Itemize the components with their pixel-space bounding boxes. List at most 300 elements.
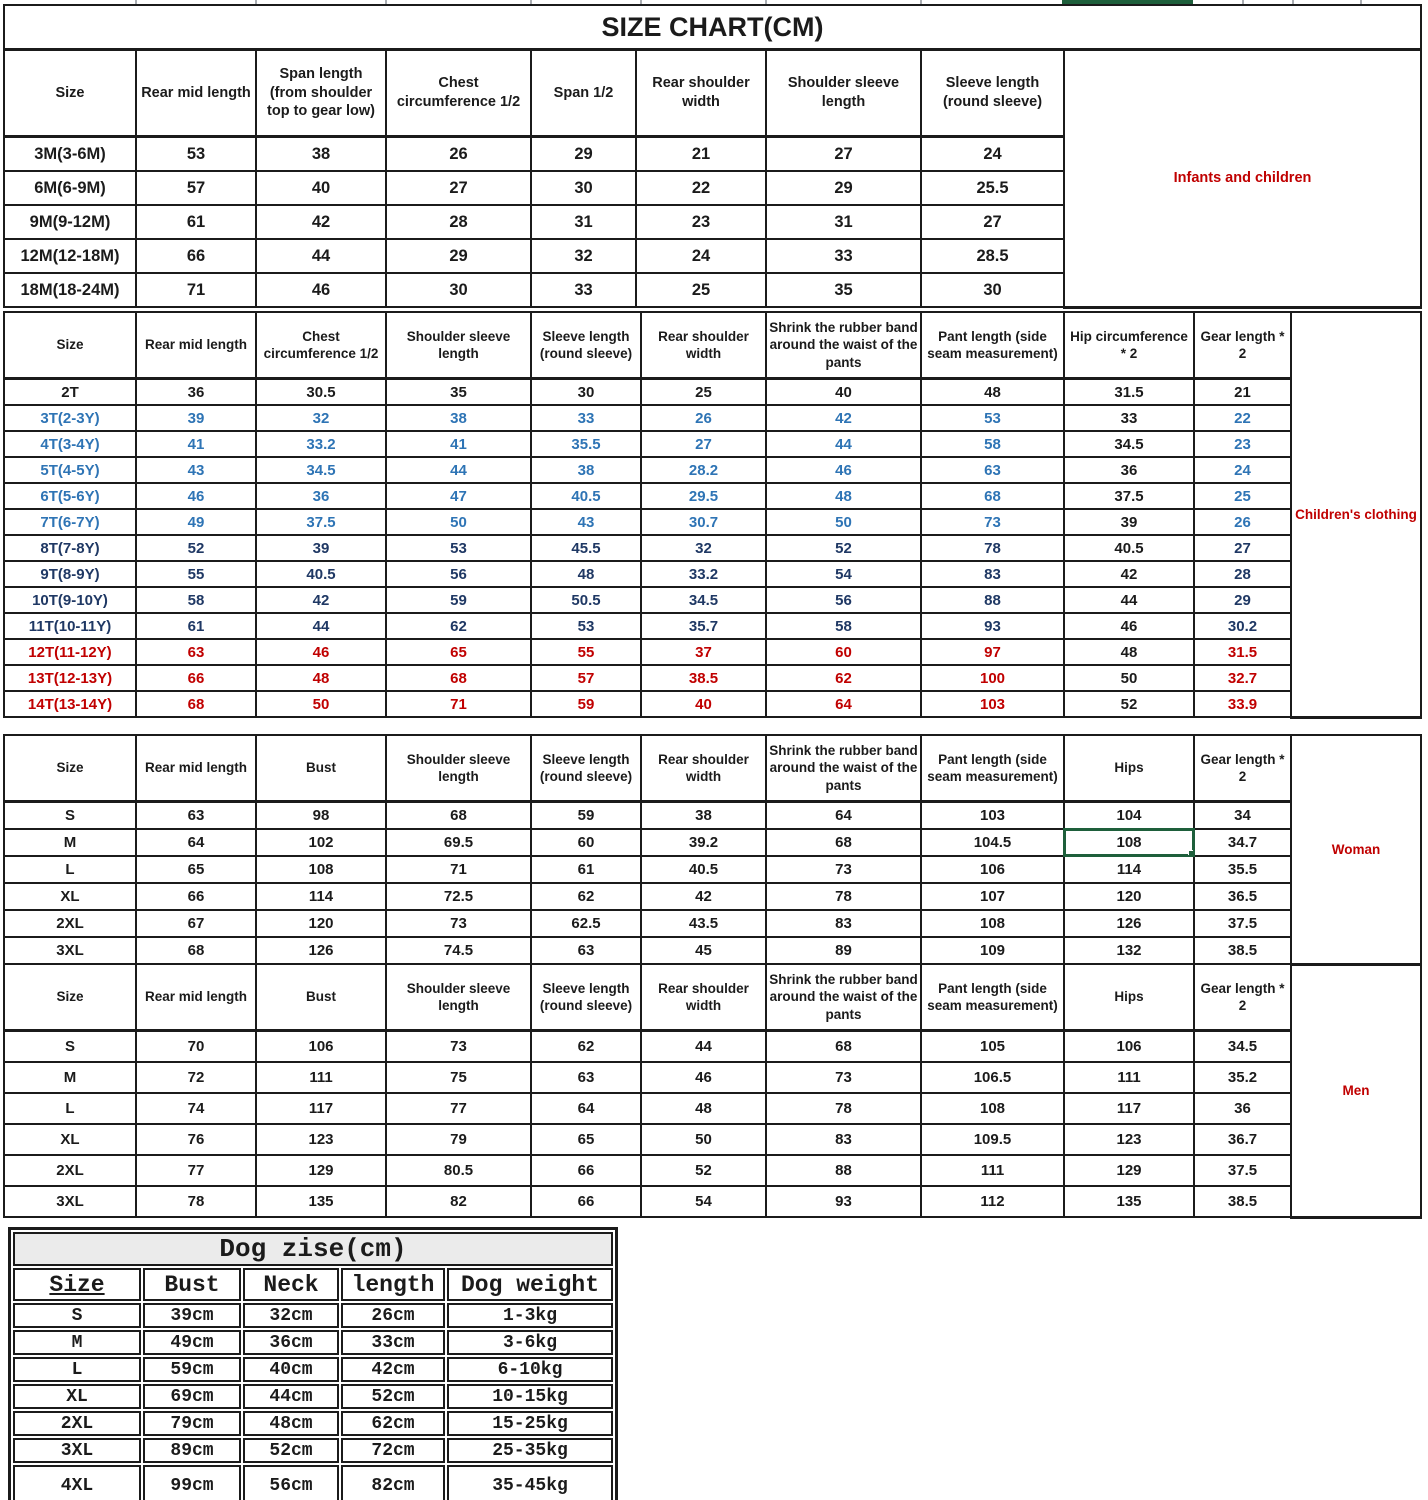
size-cell: 111 <box>921 1155 1064 1186</box>
size-cell: 30 <box>531 379 641 406</box>
size-cell: 29.5 <box>641 483 766 509</box>
size-cell: 114 <box>1064 856 1194 883</box>
size-cell: 62 <box>531 883 641 910</box>
size-cell: 46 <box>136 483 256 509</box>
size-cell: 25 <box>641 379 766 406</box>
size-cell: 3XL <box>4 937 136 964</box>
size-cell: 117 <box>1064 1093 1194 1124</box>
size-cell: 35 <box>766 273 921 307</box>
size-cell: 71 <box>136 273 256 307</box>
size-cell: 27 <box>1194 535 1291 561</box>
size-cell: 57 <box>136 171 256 205</box>
size-cell: 37 <box>641 639 766 665</box>
size-cell: 10T(9-10Y) <box>4 587 136 613</box>
size-cell: 40 <box>256 171 386 205</box>
size-cell: 30 <box>386 273 531 307</box>
size-cell: 46 <box>766 457 921 483</box>
size-cell: 52 <box>641 1155 766 1186</box>
size-cell: 65 <box>136 856 256 883</box>
size-cell: 61 <box>136 205 256 239</box>
size-cell: 45.5 <box>531 535 641 561</box>
size-cell: 135 <box>256 1186 386 1217</box>
size-cell: 42 <box>641 883 766 910</box>
table-row <box>4 639 1421 665</box>
size-cell: 67 <box>136 910 256 937</box>
size-cell: 6M(6-9M) <box>4 171 136 205</box>
column-header: length <box>341 1268 445 1301</box>
header-row <box>4 50 1421 137</box>
size-cell: 68 <box>766 1031 921 1063</box>
adult-size-table <box>3 734 1422 1219</box>
size-cell: 7T(6-7Y) <box>4 509 136 535</box>
size-cell: 68 <box>766 829 921 856</box>
size-cell: 42cm <box>341 1357 445 1382</box>
size-cell: 8T(7-8Y) <box>4 535 136 561</box>
size-cell: 53 <box>921 405 1064 431</box>
size-cell: 21 <box>1194 379 1291 406</box>
size-cell: 74.5 <box>386 937 531 964</box>
size-cell: 112 <box>921 1186 1064 1217</box>
size-cell: 31 <box>531 205 636 239</box>
column-header: Span length (from shoulder top to gear low) <box>256 50 386 137</box>
size-cell: 71 <box>386 691 531 717</box>
size-cell: 33 <box>766 239 921 273</box>
size-cell: 108 <box>921 1093 1064 1124</box>
size-cell: 34.5 <box>641 587 766 613</box>
size-cell: 39 <box>256 535 386 561</box>
size-cell: 31.5 <box>1194 639 1291 665</box>
size-cell: 65 <box>386 639 531 665</box>
size-cell: 34.5 <box>256 457 386 483</box>
size-cell: 117 <box>256 1093 386 1124</box>
size-cell: 44 <box>256 613 386 639</box>
size-cell: 25 <box>1194 483 1291 509</box>
column-header: Rear mid length <box>136 735 256 802</box>
column-header: Chest circumference 1/2 <box>386 50 531 137</box>
size-cell: 48 <box>256 665 386 691</box>
table-row <box>4 457 1421 483</box>
size-cell: 114 <box>256 883 386 910</box>
column-header: Gear length * 2 <box>1194 312 1291 379</box>
table-row <box>4 856 1421 883</box>
table-row <box>4 1124 1421 1155</box>
column-header: Gear length * 2 <box>1194 735 1291 802</box>
size-cell: 100 <box>921 665 1064 691</box>
size-cell: 36 <box>1064 457 1194 483</box>
size-cell: XL <box>4 883 136 910</box>
size-cell: 37.5 <box>1064 483 1194 509</box>
size-cell: 2XL <box>4 1155 136 1186</box>
size-cell: 77 <box>386 1093 531 1124</box>
column-header: Bust <box>143 1268 241 1301</box>
size-cell: 5T(4-5Y) <box>4 457 136 483</box>
column-header: Hips <box>1064 735 1194 802</box>
table-row <box>13 1357 613 1382</box>
size-cell: 83 <box>766 1124 921 1155</box>
size-cell: 44 <box>1064 587 1194 613</box>
column-header: Shoulder sleeve length <box>386 312 531 379</box>
size-cell: 4T(3-4Y) <box>4 431 136 457</box>
size-cell: 58 <box>921 431 1064 457</box>
size-cell: 58 <box>136 587 256 613</box>
size-cell: 30.7 <box>641 509 766 535</box>
size-cell: 68 <box>136 691 256 717</box>
column-header: Bust <box>256 964 386 1031</box>
column-header: Shrink the rubber band around the waist of the pants <box>766 312 921 379</box>
size-cell: 33 <box>1064 405 1194 431</box>
size-cell: 3-6kg <box>447 1330 613 1355</box>
column-header: Hip circumference * 2 <box>1064 312 1194 379</box>
column-header: Hips <box>1064 964 1194 1031</box>
size-cell: 50 <box>641 1124 766 1155</box>
size-cell: 53 <box>386 535 531 561</box>
size-cell: 70 <box>136 1031 256 1063</box>
column-header: Shrink the rubber band around the waist of the pants <box>766 735 921 802</box>
size-cell: 66 <box>136 239 256 273</box>
table-row <box>13 1465 613 1500</box>
dog-size-table <box>8 1227 618 1500</box>
column-header: Sleeve length (round sleeve) <box>531 735 641 802</box>
infants-size-table <box>3 4 1422 309</box>
size-cell: 89cm <box>143 1438 241 1463</box>
size-cell: 65 <box>531 1124 641 1155</box>
size-cell: 54 <box>641 1186 766 1217</box>
size-cell: 25-35kg <box>447 1438 613 1463</box>
header-row <box>13 1268 613 1301</box>
size-cell: 40.5 <box>1064 535 1194 561</box>
column-header: Rear mid length <box>136 964 256 1031</box>
size-cell: 35.5 <box>1194 856 1291 883</box>
column-header: Rear mid length <box>136 50 256 137</box>
size-cell: 40.5 <box>256 561 386 587</box>
table-row <box>4 561 1421 587</box>
table-row <box>4 910 1421 937</box>
size-cell: M <box>4 1062 136 1093</box>
size-cell: 44 <box>641 1031 766 1063</box>
size-cell: 68 <box>386 802 531 830</box>
table-row <box>4 431 1421 457</box>
size-cell: 68 <box>386 665 531 691</box>
size-cell: 40 <box>766 379 921 406</box>
size-cell: 37.5 <box>1194 910 1291 937</box>
size-cell: 31 <box>766 205 921 239</box>
size-cell: 22 <box>636 171 766 205</box>
size-cell: 66 <box>136 883 256 910</box>
size-cell: 28 <box>1194 561 1291 587</box>
size-cell: 25.5 <box>921 171 1064 205</box>
column-header: Sleeve length (round sleeve) <box>531 312 641 379</box>
size-cell: 27 <box>921 205 1064 239</box>
size-cell: 79 <box>386 1124 531 1155</box>
size-cell: 62 <box>766 665 921 691</box>
size-cell: 109 <box>921 937 1064 964</box>
size-cell: 129 <box>256 1155 386 1186</box>
size-cell: 35.7 <box>641 613 766 639</box>
size-cell: 72 <box>136 1062 256 1093</box>
size-cell: 31.5 <box>1064 379 1194 406</box>
size-cell: 2T <box>4 379 136 406</box>
size-cell: 26cm <box>341 1303 445 1328</box>
size-cell: 24 <box>636 239 766 273</box>
table-row <box>4 405 1421 431</box>
size-cell: 123 <box>256 1124 386 1155</box>
column-header: Shoulder sleeve length <box>766 50 921 137</box>
size-cell: 64 <box>766 691 921 717</box>
size-cell: 56 <box>766 587 921 613</box>
size-cell: 26 <box>641 405 766 431</box>
size-cell: 44 <box>766 431 921 457</box>
size-cell: 38.5 <box>1194 937 1291 964</box>
size-cell: 88 <box>766 1155 921 1186</box>
size-cell: 24 <box>921 137 1064 172</box>
size-cell: 40 <box>641 691 766 717</box>
column-header: Span 1/2 <box>531 50 636 137</box>
size-cell: 62 <box>386 613 531 639</box>
size-cell: 76 <box>136 1124 256 1155</box>
size-cell: 50 <box>766 509 921 535</box>
category-label: Men <box>1291 964 1421 1217</box>
size-cell: L <box>4 856 136 883</box>
size-cell: 106 <box>1064 1031 1194 1063</box>
size-cell: 120 <box>1064 883 1194 910</box>
size-cell: 25 <box>636 273 766 307</box>
size-cell: 123 <box>1064 1124 1194 1155</box>
table-row <box>13 1384 613 1409</box>
column-header: Shoulder sleeve length <box>386 964 531 1031</box>
size-cell: 75 <box>386 1062 531 1093</box>
table-row <box>4 802 1421 830</box>
size-cell: 36 <box>256 483 386 509</box>
table-row <box>4 535 1421 561</box>
size-cell: 3XL <box>13 1438 141 1463</box>
size-cell: 22 <box>1194 405 1291 431</box>
size-cell: 34 <box>1194 802 1291 830</box>
size-cell: 89 <box>766 937 921 964</box>
size-cell: 48 <box>766 483 921 509</box>
size-cell: 52 <box>136 535 256 561</box>
size-cell: 43 <box>531 509 641 535</box>
size-cell: 40cm <box>243 1357 339 1382</box>
size-cell: 64 <box>136 829 256 856</box>
size-cell: 39 <box>1064 509 1194 535</box>
size-cell: 33.9 <box>1194 691 1291 717</box>
size-cell: 73 <box>766 1062 921 1093</box>
column-header: Shoulder sleeve length <box>386 735 531 802</box>
size-cell: 1-3kg <box>447 1303 613 1328</box>
size-cell: 61 <box>531 856 641 883</box>
column-header: Rear shoulder width <box>636 50 766 137</box>
size-cell: 44cm <box>243 1384 339 1409</box>
size-cell: 57 <box>531 665 641 691</box>
size-cell: 30.5 <box>256 379 386 406</box>
size-cell: 52 <box>766 535 921 561</box>
table-row <box>4 1186 1421 1217</box>
size-cell: 26 <box>386 137 531 172</box>
size-cell: 12T(11-12Y) <box>4 639 136 665</box>
size-cell: 66 <box>136 665 256 691</box>
size-cell: 39cm <box>143 1303 241 1328</box>
size-cell: 69cm <box>143 1384 241 1409</box>
size-cell: 38 <box>531 457 641 483</box>
size-cell: 60 <box>766 639 921 665</box>
size-cell: 52cm <box>243 1438 339 1463</box>
size-cell: 63 <box>531 1062 641 1093</box>
column-header: Size <box>4 735 136 802</box>
category-label: Woman <box>1291 735 1421 964</box>
size-cell: 97 <box>921 639 1064 665</box>
size-cell: 18M(18-24M) <box>4 273 136 307</box>
size-cell: 129 <box>1064 1155 1194 1186</box>
size-cell: 56cm <box>243 1465 339 1500</box>
size-cell: 29 <box>531 137 636 172</box>
column-header: Sleeve length (round sleeve) <box>531 964 641 1031</box>
table-row <box>13 1411 613 1436</box>
size-cell: 4XL <box>13 1465 141 1500</box>
size-cell: 66 <box>531 1155 641 1186</box>
size-cell: 34.7 <box>1194 829 1291 856</box>
size-cell: 33 <box>531 405 641 431</box>
column-header: Pant length (side seam measurement) <box>921 735 1064 802</box>
size-cell: 12M(12-18M) <box>4 239 136 273</box>
size-cell: 78 <box>136 1186 256 1217</box>
header-row <box>4 312 1421 379</box>
table-row <box>4 1062 1421 1093</box>
size-cell: 48 <box>641 1093 766 1124</box>
size-cell: 39.2 <box>641 829 766 856</box>
size-cell: 60 <box>531 829 641 856</box>
size-cell: 32 <box>531 239 636 273</box>
size-cell: 3M(3-6M) <box>4 137 136 172</box>
size-cell: 50 <box>1064 665 1194 691</box>
size-cell: S <box>4 1031 136 1063</box>
size-cell: 46 <box>256 639 386 665</box>
size-cell: 35 <box>386 379 531 406</box>
size-cell: 59 <box>531 802 641 830</box>
size-cell: 111 <box>256 1062 386 1093</box>
size-cell: 43.5 <box>641 910 766 937</box>
size-cell: 111 <box>1064 1062 1194 1093</box>
size-cell: 23 <box>636 205 766 239</box>
size-cell: 126 <box>256 937 386 964</box>
children-size-table <box>3 311 1422 719</box>
size-cell: 73 <box>921 509 1064 535</box>
size-cell: 56 <box>386 561 531 587</box>
size-cell: 27 <box>766 137 921 172</box>
size-cell: 36 <box>1194 1093 1291 1124</box>
size-cell: 44 <box>386 457 531 483</box>
size-cell: 66 <box>531 1186 641 1217</box>
size-cell: 42 <box>256 205 386 239</box>
size-cell: 34.5 <box>1194 1031 1291 1063</box>
table-row <box>4 937 1421 964</box>
size-cell: 99cm <box>143 1465 241 1500</box>
size-cell: 30.2 <box>1194 613 1291 639</box>
size-cell: 2XL <box>4 910 136 937</box>
size-cell: 23 <box>1194 431 1291 457</box>
size-cell: 50 <box>256 691 386 717</box>
size-cell: 29 <box>386 239 531 273</box>
size-cell: 9T(8-9Y) <box>4 561 136 587</box>
size-cell: 3XL <box>4 1186 136 1217</box>
table-row <box>13 1438 613 1463</box>
size-cell: L <box>13 1357 141 1382</box>
size-cell: 73 <box>386 910 531 937</box>
category-label: Children's clothing <box>1291 312 1421 717</box>
size-cell: 38.5 <box>1194 1186 1291 1217</box>
size-cell: 54 <box>766 561 921 587</box>
table-row <box>4 1093 1421 1124</box>
size-cell: 33.2 <box>256 431 386 457</box>
size-cell: 126 <box>1064 910 1194 937</box>
size-cell: 27 <box>641 431 766 457</box>
size-cell: 108 <box>921 910 1064 937</box>
column-header: Rear shoulder width <box>641 312 766 379</box>
table-row <box>13 1303 613 1328</box>
column-header: Rear shoulder width <box>641 964 766 1031</box>
column-header: Rear mid length <box>136 312 256 379</box>
size-cell: 32 <box>256 405 386 431</box>
size-cell: 27 <box>386 171 531 205</box>
table-row <box>4 483 1421 509</box>
size-cell: 103 <box>921 802 1064 830</box>
size-cell: 48cm <box>243 1411 339 1436</box>
size-cell: 50.5 <box>531 587 641 613</box>
size-cell: 106.5 <box>921 1062 1064 1093</box>
size-cell: 45 <box>641 937 766 964</box>
size-cell: 108 <box>256 856 386 883</box>
size-cell: 29 <box>766 171 921 205</box>
size-cell: 93 <box>766 1186 921 1217</box>
size-cell: 33.2 <box>641 561 766 587</box>
size-cell: 106 <box>256 1031 386 1063</box>
size-cell: 37.5 <box>1194 1155 1291 1186</box>
size-cell: 11T(10-11Y) <box>4 613 136 639</box>
size-cell: 88 <box>921 587 1064 613</box>
column-header: Size <box>4 964 136 1031</box>
size-cell: 14T(13-14Y) <box>4 691 136 717</box>
size-cell: 63 <box>136 802 256 830</box>
size-cell: 82cm <box>341 1465 445 1500</box>
size-cell: 48 <box>531 561 641 587</box>
table-row <box>4 587 1421 613</box>
size-cell: 44 <box>256 239 386 273</box>
size-cell: 68 <box>921 483 1064 509</box>
size-cell: 79cm <box>143 1411 241 1436</box>
size-cell: 30 <box>531 171 636 205</box>
size-cell: 26 <box>1194 509 1291 535</box>
size-cell: XL <box>13 1384 141 1409</box>
column-header: Pant length (side seam measurement) <box>921 312 1064 379</box>
size-cell: 6-10kg <box>447 1357 613 1382</box>
size-cell: 102 <box>256 829 386 856</box>
category-label: Infants and children <box>1064 50 1421 308</box>
table-row <box>4 509 1421 535</box>
size-cell: 59 <box>531 691 641 717</box>
size-cell: 69.5 <box>386 829 531 856</box>
size-cell: 53 <box>136 137 256 172</box>
size-cell: 21 <box>636 137 766 172</box>
size-cell: 38 <box>386 405 531 431</box>
size-cell: 61 <box>136 613 256 639</box>
size-cell: 2XL <box>13 1411 141 1436</box>
size-cell: 63 <box>531 937 641 964</box>
size-cell: 32.7 <box>1194 665 1291 691</box>
size-cell: 93 <box>921 613 1064 639</box>
column-header: Rear shoulder width <box>641 735 766 802</box>
column-header: Chest circumference 1/2 <box>256 312 386 379</box>
column-header: Sleeve length (round sleeve) <box>921 50 1064 137</box>
size-cell: 82 <box>386 1186 531 1217</box>
